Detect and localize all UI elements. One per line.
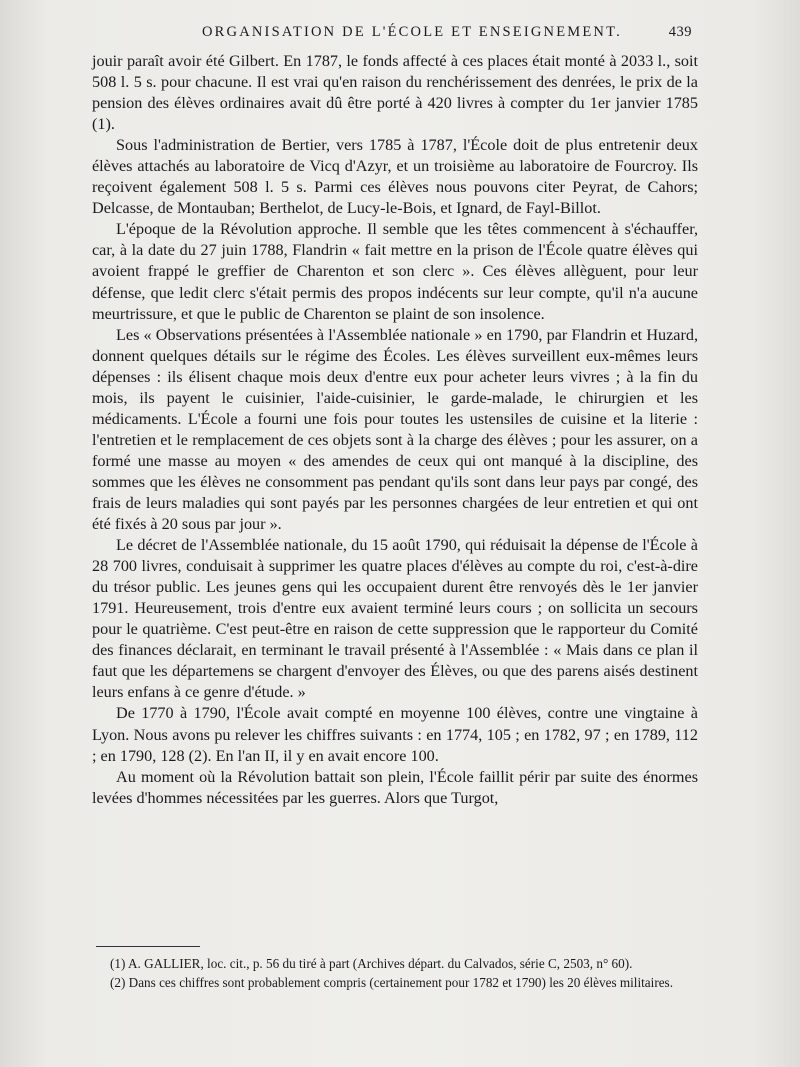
- running-title: ORGANISATION DE L'ÉCOLE ET ENSEIGNEMENT.: [202, 24, 622, 40]
- paragraph: Au moment où la Révolution battait son plein, l'École faillit périr par suite des énormes levées d'hommes nécessitées par les guerres. Alors que Turgot,: [92, 767, 698, 807]
- footnotes: [96, 955, 700, 992]
- footnote-rule: [96, 946, 200, 947]
- body-text: [92, 51, 698, 809]
- paragraph: Les « Observations présentées à l'Assemblée nationale » en 1790, par Flandrin et Huzard, donnent quelques détails sur le régime des Écoles. Les élèves surveillent eux-mêmes leurs dépenses : ils élisent chaque mois deux d'entre eux pour acheter leurs vivres ; à la fin du mois, ils payent le cuisinier, l'aide-cuisinier, le garde-malade, le chirurgien et les médicaments. L'École a fourni une fois pour toutes les ustensiles de cuisine et la literie : l'entretien et le remplacement de ces objets sont à la charge des élèves ; pour les assurer, on a formé une masse au moyen « des amendes de ceux qui ont manqué à la discipline, des sommes que les élèves ne consomment pas pendant qu'ils sont dans leur pays par congé, des frais de leurs maladies qui sont payés par les personnes chargées de leur entretien et qui ont été fixés à 20 sous par jour ».: [92, 325, 698, 534]
- paragraph: Sous l'administration de Bertier, vers 1785 à 1787, l'École doit de plus entretenir deux élèves attachés au laboratoire de Vicq d'Azyr, et un troisième au laboratoire de Fourcroy. Ils reçoivent également 508 l. 5 s. Parmi ces élèves nous pouvons citer Peyrat, de Cahors; Delcasse, de Montauban; Berthelot, de Lucy-le-Bois, et Ignard, de Fayl-Billot.: [92, 136, 698, 218]
- footnote: (1) A. GALLIER, loc. cit., p. 56 du tiré à part (Archives départ. du Calvados, série C, 2503, n° 60).: [110, 956, 633, 971]
- page-number: 439: [668, 24, 692, 40]
- footnote: (2) Dans ces chiffres sont probablement compris (certainement pour 1782 et 1790) les 20 élèves militaires.: [110, 974, 673, 990]
- page-header: [92, 24, 702, 48]
- paragraph: Le décret de l'Assemblée nationale, du 15 août 1790, qui réduisait la dépense de l'École à 28 700 livres, conduisait à supprimer les quatre places d'élèves au compte du roi, c'est-à-dire du trésor public. Les jeunes gens qui les occupaient durent être renvoyés dès le 1er janvier 1791. Heureusement, trois d'entre eux avaient terminé leurs cours ; on sollicita un secours pour le quatrième. C'est peut-être en raison de cette suppression que le rapporteur du Comité des finances déclarait, en terminant le travail présenté à l'Assemblée : « Mais dans ce plan il faut que les départemens se chargent d'envoyer des Élèves, ou que des parens aisés destinent leurs enfans à ce genre d'étude. »: [92, 536, 698, 702]
- paragraph: De 1770 à 1790, l'École avait compté en moyenne 100 élèves, contre une vingtaine à Lyon. Nous avons pu relever les chiffres suivants : en 1774, 105 ; en 1782, 97 ; en 1789, 112 ; en 1790, 128 (2). En l'an II, il y en avait encore 100.: [92, 704, 698, 765]
- paragraph: jouir paraît avoir été Gilbert. En 1787, le fonds affecté à ces places était monté à 2033 l., soit 508 l. 5 s. pour chacune. Il est vrai qu'en raison du renchérissement des denrées, le prix de la pension des élèves ordinaires avait dû être porté à 420 livres à compter du 1er janvier 1785 (1).: [92, 52, 698, 134]
- paragraph: L'époque de la Révolution approche. Il semble que les têtes commencent à s'échauffer, car, à la date du 27 juin 1788, Flandrin « fait mettre en la prison de l'École quatre élèves qui avoient frappé le greffier de Charenton et son clerc ». Ces élèves allèguent, pour leur défense, que ledit clerc s'était permis des propos indécents sur leur compte, qu'il n'a aucune meurtrissure, et que le public de Charenton se plaint de son insolence.: [92, 220, 698, 323]
